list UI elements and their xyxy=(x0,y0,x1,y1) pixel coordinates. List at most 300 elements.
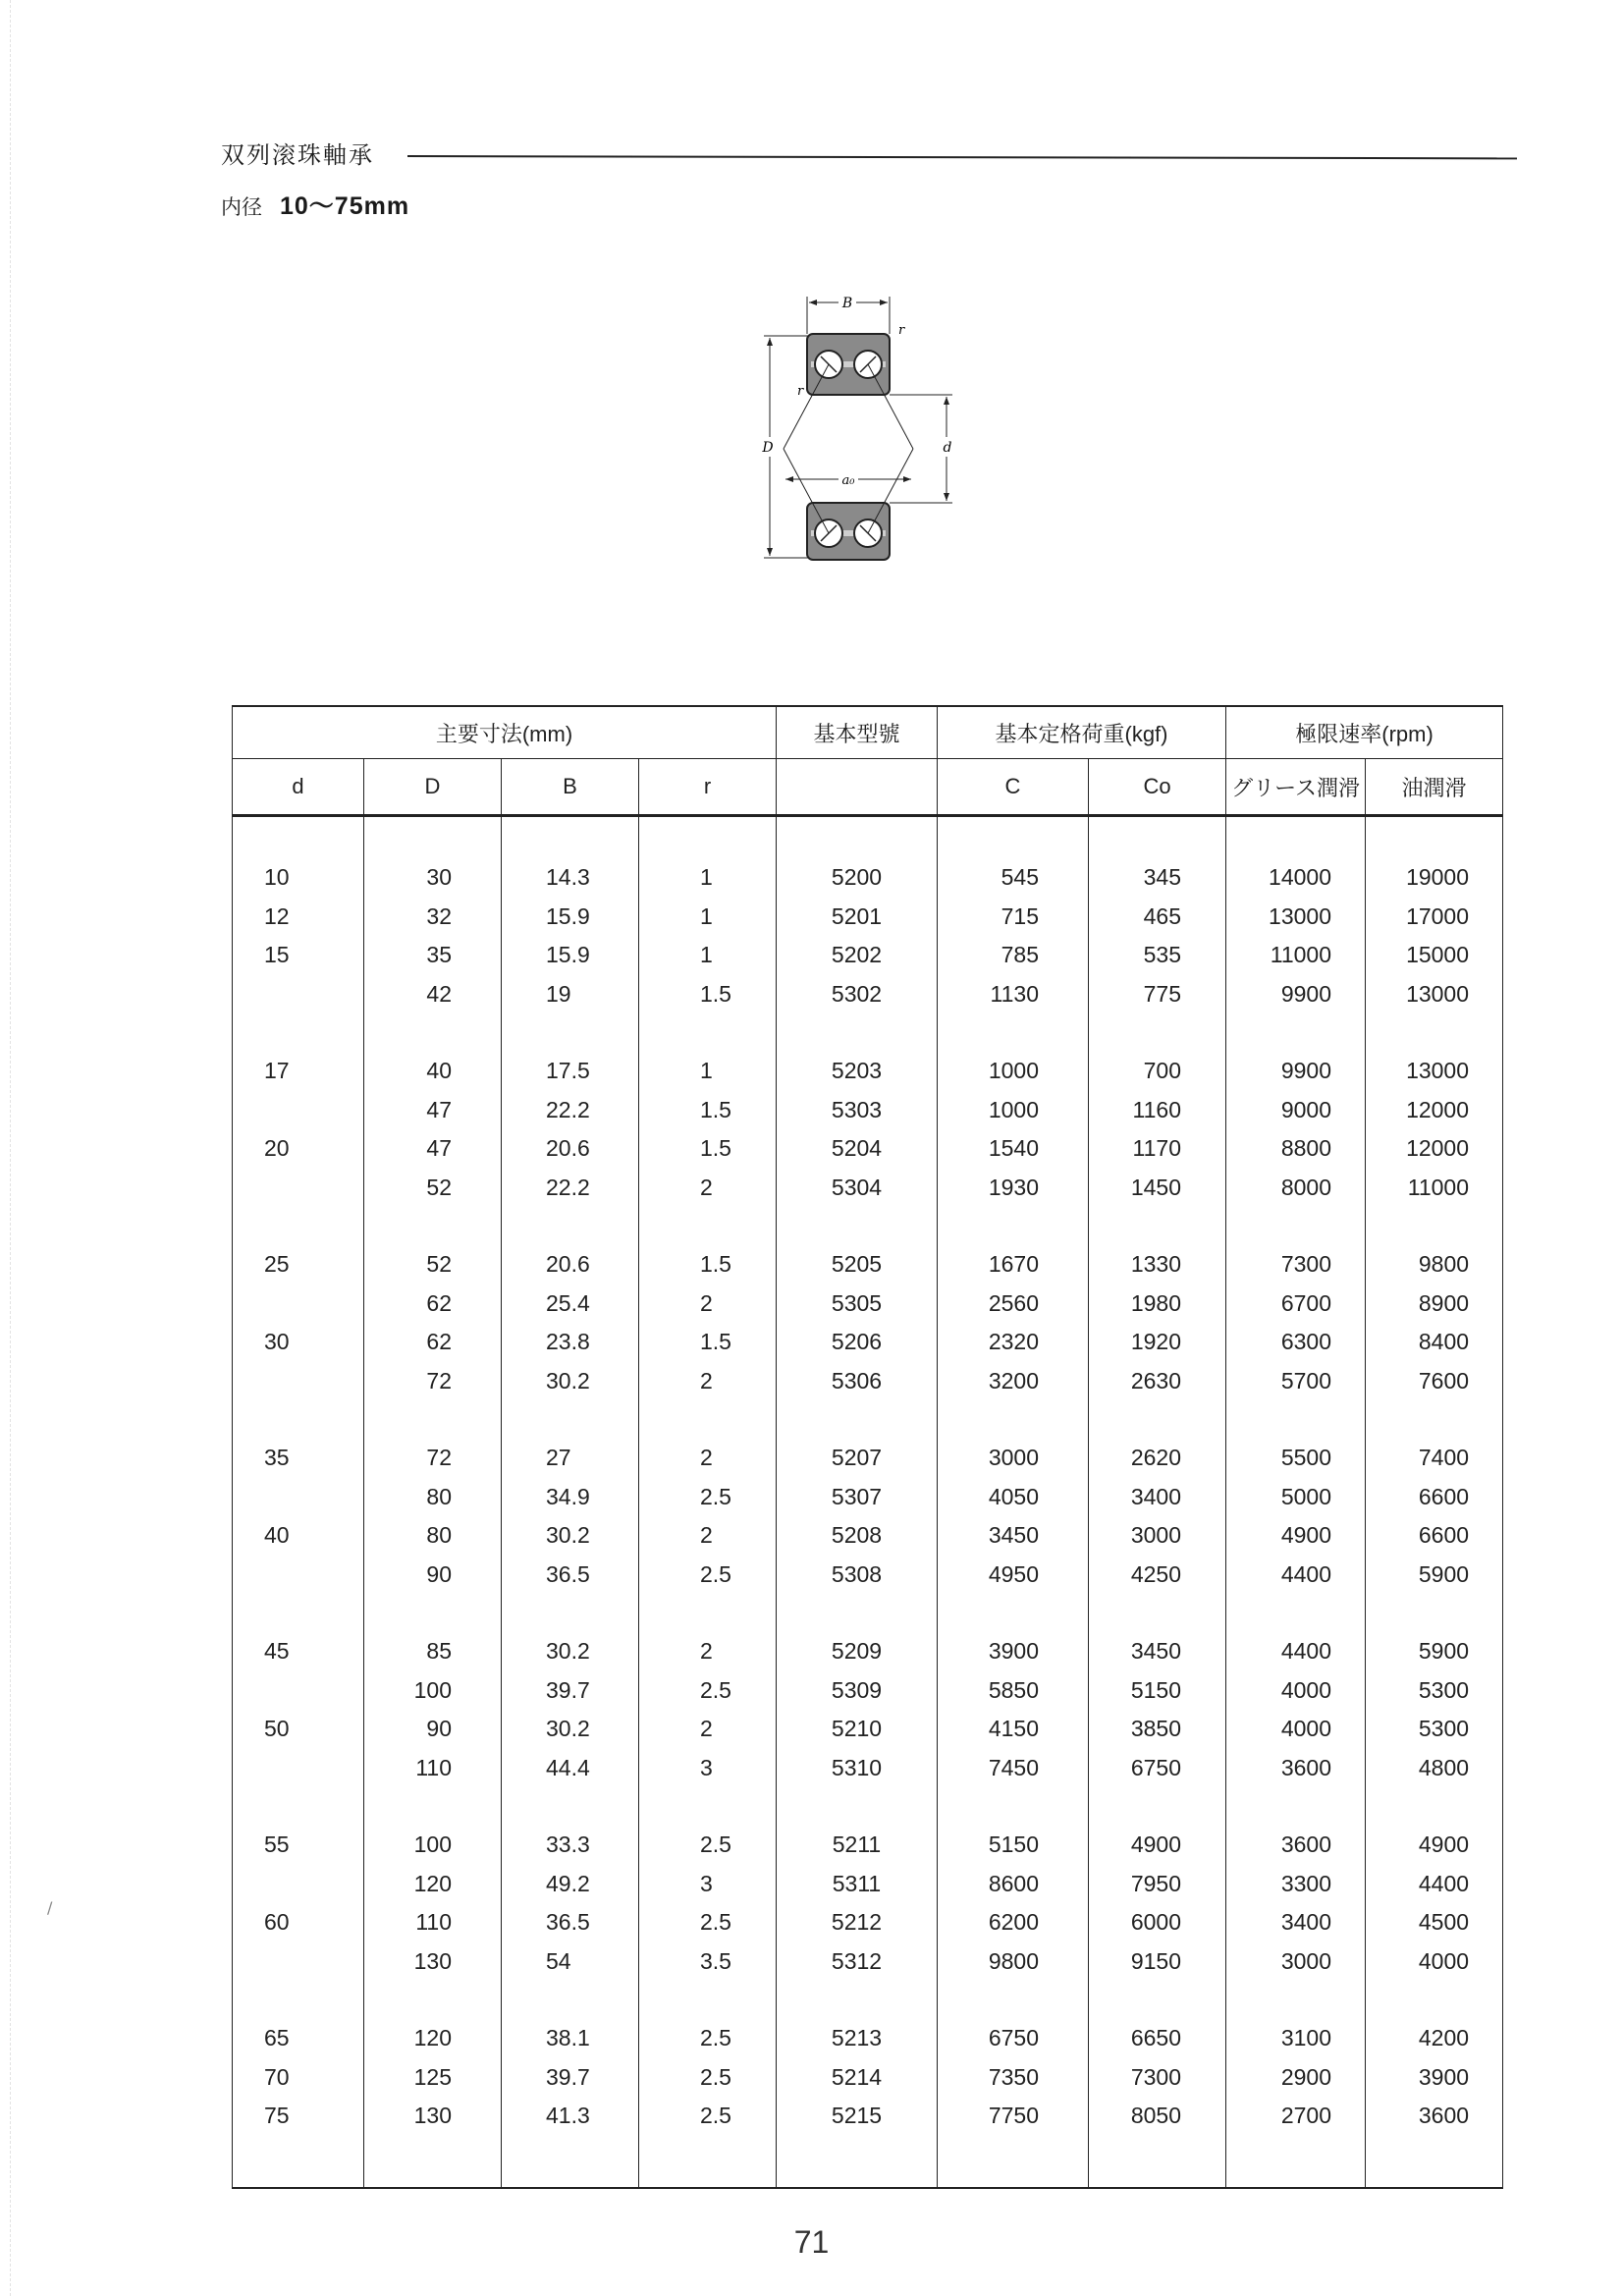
cell-d xyxy=(233,1169,364,1208)
group-spacer xyxy=(233,1013,1503,1052)
cell-C: 1930 xyxy=(938,1169,1089,1208)
table-row xyxy=(233,1865,1503,1904)
cell-D: 52 xyxy=(364,1245,502,1285)
cell-oil: 12000 xyxy=(1366,1129,1503,1169)
cell-Co: 9150 xyxy=(1089,1942,1226,1982)
cell-d: 40 xyxy=(233,1516,364,1556)
table-row xyxy=(233,1632,1503,1671)
cell-Co: 7300 xyxy=(1089,2058,1226,2098)
cell-grease: 3300 xyxy=(1226,1865,1366,1904)
label-B: B xyxy=(841,296,853,311)
cell-grease: 8800 xyxy=(1226,1129,1366,1169)
cell-grease: 4000 xyxy=(1226,1671,1366,1711)
cell-grease: 6700 xyxy=(1226,1285,1366,1324)
cell-oil: 4900 xyxy=(1366,1826,1503,1865)
cell-oil: 11000 xyxy=(1366,1169,1503,1208)
page-header xyxy=(221,136,374,170)
cell-r: 2 xyxy=(639,1632,777,1671)
cell-C: 2320 xyxy=(938,1323,1089,1362)
cell-oil: 5300 xyxy=(1366,1710,1503,1749)
cell-r: 1 xyxy=(639,936,777,975)
group-spacer xyxy=(233,1400,1503,1439)
cell-Co: 1450 xyxy=(1089,1169,1226,1208)
table-row xyxy=(233,1323,1503,1362)
cell-d xyxy=(233,1749,364,1788)
cell-grease: 3100 xyxy=(1226,2019,1366,2058)
cell-grease: 9000 xyxy=(1226,1091,1366,1130)
cell-grease: 8000 xyxy=(1226,1169,1366,1208)
cell-d: 45 xyxy=(233,1632,364,1671)
cell-r: 3.5 xyxy=(639,1942,777,1982)
table-row xyxy=(233,2019,1503,2058)
table-row xyxy=(233,1285,1503,1324)
bearing-spec-table xyxy=(232,705,1503,2189)
cell-d: 15 xyxy=(233,936,364,975)
bearing-diagram xyxy=(756,285,972,579)
cell-Co: 6750 xyxy=(1089,1749,1226,1788)
cell-model: 5206 xyxy=(777,1323,938,1362)
cell-B: 39.7 xyxy=(502,2058,639,2098)
cell-Co: 6650 xyxy=(1089,2019,1226,2058)
cell-oil: 7600 xyxy=(1366,1362,1503,1401)
cell-grease: 14000 xyxy=(1226,858,1366,898)
cell-d xyxy=(233,975,364,1014)
cell-D: 42 xyxy=(364,975,502,1014)
label-r-top: r xyxy=(898,323,905,338)
cell-C: 7750 xyxy=(938,2097,1089,2136)
page-edge xyxy=(10,0,11,2296)
cell-grease: 4000 xyxy=(1226,1710,1366,1749)
cell-model: 5310 xyxy=(777,1749,938,1788)
cell-B: 15.9 xyxy=(502,936,639,975)
label-D: D xyxy=(762,440,774,456)
table-row xyxy=(233,2058,1503,2098)
cell-grease: 9900 xyxy=(1226,975,1366,1014)
cell-B: 20.6 xyxy=(502,1245,639,1285)
cell-grease: 3000 xyxy=(1226,1942,1366,1982)
table-row xyxy=(233,1478,1503,1517)
cell-model: 5311 xyxy=(777,1865,938,1904)
cell-grease: 3600 xyxy=(1226,1826,1366,1865)
cell-B: 54 xyxy=(502,1942,639,1982)
cell-model: 5207 xyxy=(777,1439,938,1478)
cell-D: 100 xyxy=(364,1826,502,1865)
group-spacer xyxy=(233,1787,1503,1826)
cell-C: 3200 xyxy=(938,1362,1089,1401)
subtitle-range: 10～75mm xyxy=(280,192,410,220)
cell-D: 120 xyxy=(364,1865,502,1904)
table-top-spacer xyxy=(233,816,1503,859)
cell-r: 1.5 xyxy=(639,1323,777,1362)
cell-B: 23.8 xyxy=(502,1323,639,1362)
cell-r: 2 xyxy=(639,1439,777,1478)
cell-d xyxy=(233,1091,364,1130)
cell-model: 5213 xyxy=(777,2019,938,2058)
cell-model: 5208 xyxy=(777,1516,938,1556)
cell-model: 5201 xyxy=(777,898,938,937)
cell-D: 47 xyxy=(364,1129,502,1169)
cell-C: 1670 xyxy=(938,1245,1089,1285)
cell-Co: 3450 xyxy=(1089,1632,1226,1671)
cell-C: 5150 xyxy=(938,1826,1089,1865)
cell-d xyxy=(233,1478,364,1517)
cell-D: 40 xyxy=(364,1052,502,1091)
table-row xyxy=(233,1710,1503,1749)
cell-D: 130 xyxy=(364,2097,502,2136)
cell-model: 5309 xyxy=(777,1671,938,1711)
cell-d: 70 xyxy=(233,2058,364,2098)
cell-model: 5205 xyxy=(777,1245,938,1285)
cell-d: 75 xyxy=(233,2097,364,2136)
cell-oil: 5900 xyxy=(1366,1556,1503,1595)
cell-Co: 775 xyxy=(1089,975,1226,1014)
cell-oil: 6600 xyxy=(1366,1516,1503,1556)
cell-oil: 3600 xyxy=(1366,2097,1503,2136)
cell-oil: 13000 xyxy=(1366,975,1503,1014)
cell-grease: 3400 xyxy=(1226,1903,1366,1942)
cell-oil: 8900 xyxy=(1366,1285,1503,1324)
cell-B: 22.2 xyxy=(502,1091,639,1130)
cell-Co: 1920 xyxy=(1089,1323,1226,1362)
cell-Co: 3000 xyxy=(1089,1516,1226,1556)
cell-Co: 8050 xyxy=(1089,2097,1226,2136)
cell-oil: 4500 xyxy=(1366,1903,1503,1942)
cell-Co: 535 xyxy=(1089,936,1226,975)
cell-D: 130 xyxy=(364,1942,502,1982)
cell-oil: 9800 xyxy=(1366,1245,1503,1285)
cell-d xyxy=(233,1362,364,1401)
cell-grease: 3600 xyxy=(1226,1749,1366,1788)
cell-Co: 345 xyxy=(1089,858,1226,898)
table-row xyxy=(233,898,1503,937)
table-row xyxy=(233,1362,1503,1401)
cell-r: 2.5 xyxy=(639,2097,777,2136)
col-grease: グリース潤滑 xyxy=(1226,759,1366,816)
cell-Co: 1170 xyxy=(1089,1129,1226,1169)
cell-C: 5850 xyxy=(938,1671,1089,1711)
cell-grease: 4400 xyxy=(1226,1556,1366,1595)
cell-model: 5200 xyxy=(777,858,938,898)
table-row xyxy=(233,1903,1503,1942)
table-row xyxy=(233,1516,1503,1556)
label-r-left: r xyxy=(797,384,804,399)
cell-oil: 6600 xyxy=(1366,1478,1503,1517)
cell-model: 5308 xyxy=(777,1556,938,1595)
group-main-dims: 主要寸法(mm) xyxy=(233,706,777,759)
subtitle-label: 内径 xyxy=(221,195,262,219)
cell-C: 7450 xyxy=(938,1749,1089,1788)
cell-r: 2.5 xyxy=(639,1903,777,1942)
cell-model: 5204 xyxy=(777,1129,938,1169)
page-subtitle xyxy=(221,187,409,222)
cell-oil: 15000 xyxy=(1366,936,1503,975)
group-spacer xyxy=(233,1594,1503,1632)
cell-grease: 2900 xyxy=(1226,2058,1366,2098)
cell-C: 7350 xyxy=(938,2058,1089,2098)
cell-grease: 5500 xyxy=(1226,1439,1366,1478)
cell-r: 2.5 xyxy=(639,1826,777,1865)
table-bottom-spacer xyxy=(233,2136,1503,2188)
cell-grease: 11000 xyxy=(1226,936,1366,975)
cell-D: 90 xyxy=(364,1710,502,1749)
cell-d xyxy=(233,1865,364,1904)
cell-D: 72 xyxy=(364,1362,502,1401)
cell-r: 1.5 xyxy=(639,1091,777,1130)
cell-grease: 9900 xyxy=(1226,1052,1366,1091)
cell-model: 5202 xyxy=(777,936,938,975)
cell-d: 30 xyxy=(233,1323,364,1362)
cell-B: 25.4 xyxy=(502,1285,639,1324)
cell-C: 1000 xyxy=(938,1052,1089,1091)
cell-D: 100 xyxy=(364,1671,502,1711)
cell-oil: 5300 xyxy=(1366,1671,1503,1711)
cell-model: 5302 xyxy=(777,975,938,1014)
cell-Co: 3400 xyxy=(1089,1478,1226,1517)
cell-model: 5214 xyxy=(777,2058,938,2098)
col-D: D xyxy=(364,759,502,816)
table-header-groups xyxy=(233,706,1503,759)
cell-D: 62 xyxy=(364,1285,502,1324)
cell-B: 44.4 xyxy=(502,1749,639,1788)
cell-d xyxy=(233,1671,364,1711)
cell-r: 2 xyxy=(639,1710,777,1749)
cell-C: 785 xyxy=(938,936,1089,975)
group-spacer xyxy=(233,1207,1503,1245)
cell-grease: 4900 xyxy=(1226,1516,1366,1556)
cell-d xyxy=(233,1556,364,1595)
cell-D: 35 xyxy=(364,936,502,975)
cell-r: 2.5 xyxy=(639,2019,777,2058)
cell-C: 3450 xyxy=(938,1516,1089,1556)
cell-B: 39.7 xyxy=(502,1671,639,1711)
cell-grease: 7300 xyxy=(1226,1245,1366,1285)
cell-Co: 2630 xyxy=(1089,1362,1226,1401)
cell-r: 1 xyxy=(639,898,777,937)
label-a0: a₀ xyxy=(841,473,855,488)
cell-model: 5303 xyxy=(777,1091,938,1130)
table-row xyxy=(233,936,1503,975)
table-row xyxy=(233,1749,1503,1788)
cell-r: 2 xyxy=(639,1362,777,1401)
cell-model: 5211 xyxy=(777,1826,938,1865)
cell-model: 5306 xyxy=(777,1362,938,1401)
cell-oil: 3900 xyxy=(1366,2058,1503,2098)
group-speed: 極限速率(rpm) xyxy=(1226,706,1503,759)
cell-model: 5203 xyxy=(777,1052,938,1091)
cell-C: 4950 xyxy=(938,1556,1089,1595)
cell-model: 5212 xyxy=(777,1903,938,1942)
label-d: d xyxy=(943,440,952,456)
cell-B: 30.2 xyxy=(502,1516,639,1556)
cell-oil: 4800 xyxy=(1366,1749,1503,1788)
cell-C: 4150 xyxy=(938,1710,1089,1749)
cell-Co: 3850 xyxy=(1089,1710,1226,1749)
cell-oil: 8400 xyxy=(1366,1323,1503,1362)
col-Co: Co xyxy=(1089,759,1226,816)
stray-mark: / xyxy=(47,1898,53,1917)
table-row xyxy=(233,1091,1503,1130)
cell-B: 30.2 xyxy=(502,1632,639,1671)
cell-grease: 6300 xyxy=(1226,1323,1366,1362)
col-C: C xyxy=(938,759,1089,816)
cell-B: 30.2 xyxy=(502,1710,639,1749)
cell-B: 19 xyxy=(502,975,639,1014)
cell-oil: 5900 xyxy=(1366,1632,1503,1671)
cell-B: 38.1 xyxy=(502,2019,639,2058)
cell-oil: 4200 xyxy=(1366,2019,1503,2058)
cell-oil: 19000 xyxy=(1366,858,1503,898)
cell-oil: 13000 xyxy=(1366,1052,1503,1091)
cell-model: 5305 xyxy=(777,1285,938,1324)
page-title: 双列滚珠軸承 xyxy=(221,141,374,169)
cell-d: 12 xyxy=(233,898,364,937)
cell-C: 6750 xyxy=(938,2019,1089,2058)
cell-model: 5210 xyxy=(777,1710,938,1749)
cell-model: 5215 xyxy=(777,2097,938,2136)
col-model xyxy=(777,759,938,816)
cell-d: 55 xyxy=(233,1826,364,1865)
cell-d: 10 xyxy=(233,858,364,898)
cell-oil: 7400 xyxy=(1366,1439,1503,1478)
cell-C: 1130 xyxy=(938,975,1089,1014)
cell-d: 25 xyxy=(233,1245,364,1285)
cell-r: 2.5 xyxy=(639,1556,777,1595)
cell-D: 110 xyxy=(364,1749,502,1788)
cell-D: 62 xyxy=(364,1323,502,1362)
cell-model: 5209 xyxy=(777,1632,938,1671)
cell-r: 2 xyxy=(639,1169,777,1208)
cell-B: 14.3 xyxy=(502,858,639,898)
table-header-columns xyxy=(233,759,1503,816)
cell-C: 3900 xyxy=(938,1632,1089,1671)
cell-C: 1540 xyxy=(938,1129,1089,1169)
cell-r: 1 xyxy=(639,1052,777,1091)
table-row xyxy=(233,1169,1503,1208)
cell-d: 35 xyxy=(233,1439,364,1478)
cell-Co: 5150 xyxy=(1089,1671,1226,1711)
cell-Co: 1330 xyxy=(1089,1245,1226,1285)
cell-D: 110 xyxy=(364,1903,502,1942)
cell-Co: 7950 xyxy=(1089,1865,1226,1904)
table-row xyxy=(233,1671,1503,1711)
cell-r: 2.5 xyxy=(639,2058,777,2098)
title-rule xyxy=(407,155,1517,159)
cell-model: 5304 xyxy=(777,1169,938,1208)
table-row xyxy=(233,1129,1503,1169)
cell-D: 90 xyxy=(364,1556,502,1595)
cell-d: 17 xyxy=(233,1052,364,1091)
cell-Co: 4900 xyxy=(1089,1826,1226,1865)
cell-r: 2.5 xyxy=(639,1671,777,1711)
cell-r: 1 xyxy=(639,858,777,898)
cell-B: 41.3 xyxy=(502,2097,639,2136)
table-row xyxy=(233,1245,1503,1285)
table-row xyxy=(233,2097,1503,2136)
cell-Co: 6000 xyxy=(1089,1903,1226,1942)
cell-D: 85 xyxy=(364,1632,502,1671)
cell-B: 33.3 xyxy=(502,1826,639,1865)
cell-D: 125 xyxy=(364,2058,502,2098)
table-row xyxy=(233,1556,1503,1595)
cell-oil: 4400 xyxy=(1366,1865,1503,1904)
cell-C: 3000 xyxy=(938,1439,1089,1478)
cell-C: 545 xyxy=(938,858,1089,898)
cell-oil: 12000 xyxy=(1366,1091,1503,1130)
page-number: 71 xyxy=(793,2224,830,2260)
cell-C: 4050 xyxy=(938,1478,1089,1517)
cell-grease: 2700 xyxy=(1226,2097,1366,2136)
cell-Co: 2620 xyxy=(1089,1439,1226,1478)
table-row xyxy=(233,1942,1503,1982)
cell-d: 20 xyxy=(233,1129,364,1169)
cell-Co: 700 xyxy=(1089,1052,1226,1091)
cell-C: 9800 xyxy=(938,1942,1089,1982)
cell-B: 49.2 xyxy=(502,1865,639,1904)
cell-model: 5307 xyxy=(777,1478,938,1517)
cell-B: 22.2 xyxy=(502,1169,639,1208)
cell-B: 34.9 xyxy=(502,1478,639,1517)
cell-B: 17.5 xyxy=(502,1052,639,1091)
cell-Co: 465 xyxy=(1089,898,1226,937)
col-r: r xyxy=(639,759,777,816)
cell-D: 30 xyxy=(364,858,502,898)
cell-r: 1.5 xyxy=(639,975,777,1014)
cell-d: 50 xyxy=(233,1710,364,1749)
table-row xyxy=(233,1439,1503,1478)
cell-d xyxy=(233,1285,364,1324)
cell-B: 36.5 xyxy=(502,1903,639,1942)
col-d: d xyxy=(233,759,364,816)
col-oil: 油潤滑 xyxy=(1366,759,1503,816)
cell-D: 72 xyxy=(364,1439,502,1478)
cell-Co: 4250 xyxy=(1089,1556,1226,1595)
cell-r: 1.5 xyxy=(639,1129,777,1169)
cell-B: 20.6 xyxy=(502,1129,639,1169)
group-spacer xyxy=(233,1981,1503,2019)
cell-C: 2560 xyxy=(938,1285,1089,1324)
cell-B: 36.5 xyxy=(502,1556,639,1595)
group-model: 基本型號 xyxy=(777,706,938,759)
table-row xyxy=(233,1052,1503,1091)
cell-r: 2.5 xyxy=(639,1478,777,1517)
cell-D: 32 xyxy=(364,898,502,937)
table-body xyxy=(233,816,1503,2188)
cell-D: 80 xyxy=(364,1516,502,1556)
col-B: B xyxy=(502,759,639,816)
cell-r: 2 xyxy=(639,1516,777,1556)
cell-grease: 5000 xyxy=(1226,1478,1366,1517)
cell-B: 30.2 xyxy=(502,1362,639,1401)
cell-r: 2 xyxy=(639,1285,777,1324)
cell-oil: 4000 xyxy=(1366,1942,1503,1982)
table-row xyxy=(233,858,1503,898)
group-load: 基本定格荷重(kgf) xyxy=(938,706,1226,759)
cell-B: 15.9 xyxy=(502,898,639,937)
cell-C: 1000 xyxy=(938,1091,1089,1130)
cell-oil: 17000 xyxy=(1366,898,1503,937)
cell-r: 3 xyxy=(639,1865,777,1904)
cell-grease: 4400 xyxy=(1226,1632,1366,1671)
cell-r: 1.5 xyxy=(639,1245,777,1285)
cell-D: 47 xyxy=(364,1091,502,1130)
cell-d: 65 xyxy=(233,2019,364,2058)
cell-model: 5312 xyxy=(777,1942,938,1982)
cell-C: 8600 xyxy=(938,1865,1089,1904)
cell-grease: 13000 xyxy=(1226,898,1366,937)
cell-D: 120 xyxy=(364,2019,502,2058)
cell-C: 715 xyxy=(938,898,1089,937)
cell-Co: 1980 xyxy=(1089,1285,1226,1324)
